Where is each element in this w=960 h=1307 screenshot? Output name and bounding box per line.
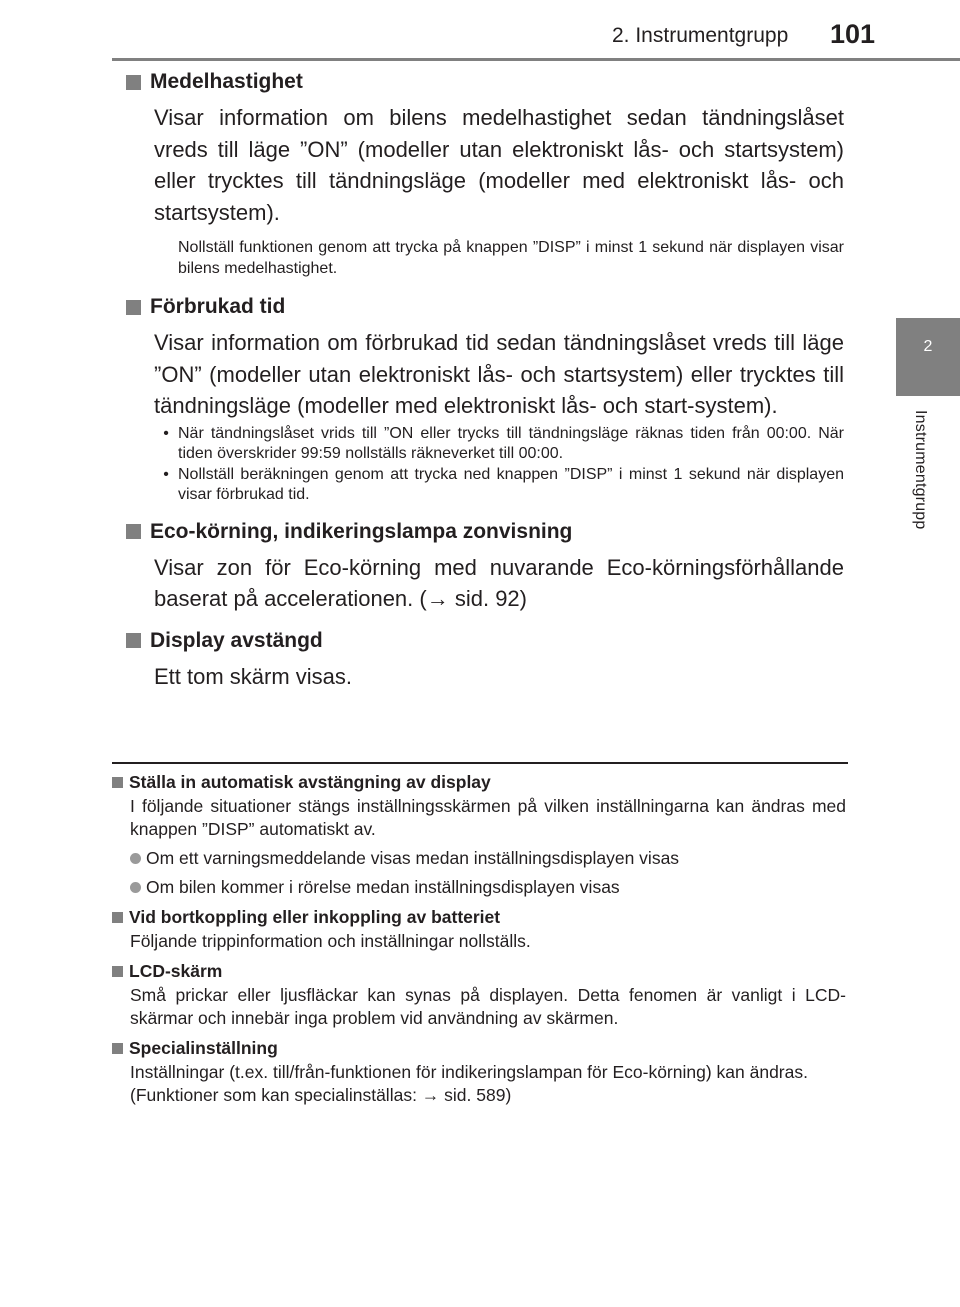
- square-bullet-icon: [112, 1043, 123, 1054]
- bullet-dot-icon: •: [163, 424, 169, 442]
- section-heading: Medelhastighet: [126, 68, 844, 96]
- header-title: 2. Instrumentgrupp: [612, 24, 789, 47]
- section-medelhastighet: [126, 68, 844, 279]
- info-heading: Vid bortkoppling eller inkoppling av batteriet: [112, 905, 846, 929]
- bullet-dot-icon: •: [163, 465, 169, 483]
- section-heading: Display avstängd: [126, 627, 844, 655]
- section-display-avstangd: [126, 627, 844, 693]
- square-bullet-icon: [126, 524, 141, 539]
- section-forbrukad-tid: [126, 293, 844, 506]
- square-bullet-icon: [112, 912, 123, 923]
- page-number: 101: [830, 19, 876, 49]
- circle-bullet-icon: [130, 882, 141, 893]
- info-box: [112, 768, 846, 1107]
- square-bullet-icon: [126, 300, 141, 315]
- side-tab: [896, 318, 960, 396]
- square-bullet-icon: [126, 75, 141, 90]
- section-heading: Förbrukad tid: [126, 293, 844, 321]
- list-item: • När tändningslåset vrids till ”ON eller trycks till tändningsläge räknas tiden från 00:00. När tiden överskrider 99:59 nollställs räkneverket till 00:00.: [154, 424, 844, 465]
- section-divider: [112, 762, 848, 764]
- arrow-right-icon: →: [421, 1085, 440, 1105]
- info-reference: (Funktioner som kan specialinställas: → sid. 589): [130, 1085, 512, 1105]
- info-list-item: Om ett varningsmeddelande visas medan inställningsdisplayen visas: [130, 847, 846, 870]
- info-body: Följande trippinformation och inställningar nollställs.: [130, 931, 531, 951]
- info-heading: LCD-skärm: [112, 959, 846, 983]
- info-heading: Specialinställning: [112, 1036, 846, 1060]
- section-eco-korning: [126, 518, 844, 615]
- section-body: Visar information om förbrukad tid sedan tändningslåset vreds till läge ”ON” (modeller utan elektroniskt lås- och startsystem) eller trycktes till tändningsläge (modeller med elektroniskt lås- och start-system).: [154, 330, 844, 418]
- list-item: • Nollställ beräkningen genom att trycka ned knappen ”DISP” i minst 1 sekund när displayen visar förbrukad tid.: [154, 465, 844, 506]
- section-body: Visar information om bilens medelhastighet sedan tändningslåset vreds till läge ”ON” (modeller utan elektroniskt lås- och startsystem) eller trycktes till tändningsläge (modeller med elektroniskt lås- och startsystem).: [154, 105, 844, 225]
- square-bullet-icon: [112, 777, 123, 788]
- info-body: Inställningar (t.ex. till/från-funktionen för indikeringslampan för Eco-körning) kan ändras.: [130, 1062, 808, 1082]
- info-body: I följande situationer stängs inställningsskärmen på vilken inställningarna kan ändras med knappen ”DISP” automatiskt av.: [130, 796, 846, 839]
- main-content: [126, 68, 844, 692]
- side-tab-label: Instrumentgrupp: [912, 410, 929, 530]
- header-rule: [112, 58, 960, 61]
- side-tab-number: 2: [923, 338, 933, 355]
- square-bullet-icon: [126, 633, 141, 648]
- circle-bullet-icon: [130, 853, 141, 864]
- info-heading: Ställa in automatisk avstängning av display: [112, 770, 846, 794]
- info-list-item: Om bilen kommer i rörelse medan inställningsdisplayen visas: [130, 876, 846, 899]
- section-body: Ett tom skärm visas.: [154, 663, 353, 689]
- section-note: Nollställ funktionen genom att trycka på knappen ”DISP” i minst 1 sekund när displayen visar bilens medelhastighet.: [178, 239, 844, 277]
- section-heading: Eco-körning, indikeringslampa zonvisning: [126, 518, 844, 546]
- arrow-right-icon: →: [426, 586, 449, 611]
- square-bullet-icon: [112, 966, 123, 977]
- section-body: Visar zon för Eco-körning med nuvarande Eco-körningsförhållande baserat på accelerationen. (→ sid. 92): [154, 554, 844, 611]
- note-list: [154, 424, 844, 506]
- info-body: Små prickar eller ljusfläckar kan synas på displayen. Detta fenomen är vanligt i LCD-skärmar och innebär inga problem vid användning av skärmen.: [130, 985, 846, 1028]
